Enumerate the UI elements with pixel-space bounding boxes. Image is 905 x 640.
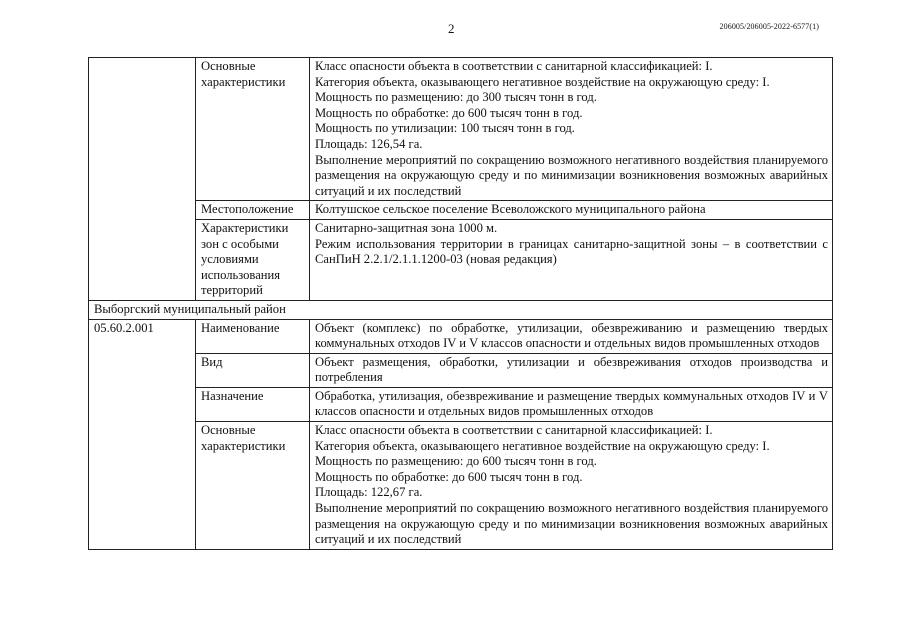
table-row (89, 58, 833, 201)
section-row (89, 300, 833, 319)
document-id: 206005/206005-2022-6577(1) (719, 22, 819, 31)
section-title: Выборгский муниципальный район (89, 300, 833, 319)
value-line: Режим использования территории в границах санитарно-защитной зоны – в соответствии с СанПиН 2.2.1/2.1.1.1200-03 (новая редакция) (315, 236, 828, 267)
value-line: Площадь: 122,67 га. (315, 485, 423, 500)
row-label-name: Наименование (196, 319, 310, 353)
object-code: 05.60.2.001 (89, 319, 196, 549)
value-line: Класс опасности объекта в соответствии с санитарной классификацией: I. (315, 423, 713, 438)
value-line: Санитарно-защитная зона 1000 м. (315, 220, 498, 235)
page-number: 2 (448, 21, 455, 36)
row-value-zones (310, 219, 833, 300)
value-line: Мощность по обработке: до 600 тысяч тонн в год. (315, 469, 583, 484)
value-line: Мощность по обработке: до 600 тысяч тонн в год. (315, 105, 583, 120)
value-line: Выполнение мероприятий по сокращению возможного негативного воздействия планируемого размещения на окружающую среду и по минимизации возникновения возможных аварийных ситуаций и их последствий (315, 501, 828, 547)
table-row (89, 353, 833, 387)
row-value-location: Колтушское сельское поселение Всеволожского муниципального района (310, 201, 833, 220)
value-line: Мощность по утилизации: 100 тысяч тонн в год. (315, 121, 575, 136)
value-line: Категория объекта, оказывающего негативное воздействие на окружающую среду: I. (315, 74, 770, 89)
value-line: Класс опасности объекта в соответствии с санитарной классификацией: I. (315, 59, 713, 73)
value-line: Площадь: 126,54 га. (315, 136, 423, 151)
row-label-type: Вид (196, 353, 310, 387)
row-value-purpose: Обработка, утилизация, обезвреживание и размещение твердых коммунальных отходов IV и V классов опасности и отдельных видов промышленных отходов (310, 387, 833, 421)
code-cell-empty (89, 58, 196, 301)
value-line: Категория объекта, оказывающего негативное воздействие на окружающую среду: I. (315, 438, 770, 453)
table-row (89, 387, 833, 421)
value-line: Мощность по размещению: до 600 тысяч тонн в год. (315, 454, 597, 469)
row-value-main-characteristics (310, 58, 833, 201)
row-label-location: Местоположение (196, 201, 310, 220)
row-label-purpose: Назначение (196, 387, 310, 421)
row-value-main-characteristics-2 (310, 422, 833, 550)
row-value-type: Объект размещения, обработки, утилизации и обезвреживания отходов производства и потребления (310, 353, 833, 387)
row-label-zones: Характеристики зон с особыми условиями использования территорий (196, 219, 310, 300)
row-label-main-characteristics-2: Основные характеристики (196, 422, 310, 550)
row-label-main-characteristics: Основные характеристики (196, 58, 310, 201)
table-row (89, 219, 833, 300)
row-value-name: Объект (комплекс) по обработке, утилизации, обезвреживанию и размещению твердых коммунальных отходов IV и V классов опасности и отдельных видов промышленных отходов (310, 319, 833, 353)
value-line: Мощность по размещению: до 300 тысяч тонн в год. (315, 90, 597, 105)
table-row (89, 422, 833, 550)
table-row (89, 201, 833, 220)
object-table (88, 57, 833, 550)
value-line: Выполнение мероприятий по сокращению возможного негативного воздействия планируемого размещения на окружающую среду и по минимизации возникновения возможных аварийных ситуаций и их последствий (315, 152, 828, 198)
table-row (89, 319, 833, 353)
